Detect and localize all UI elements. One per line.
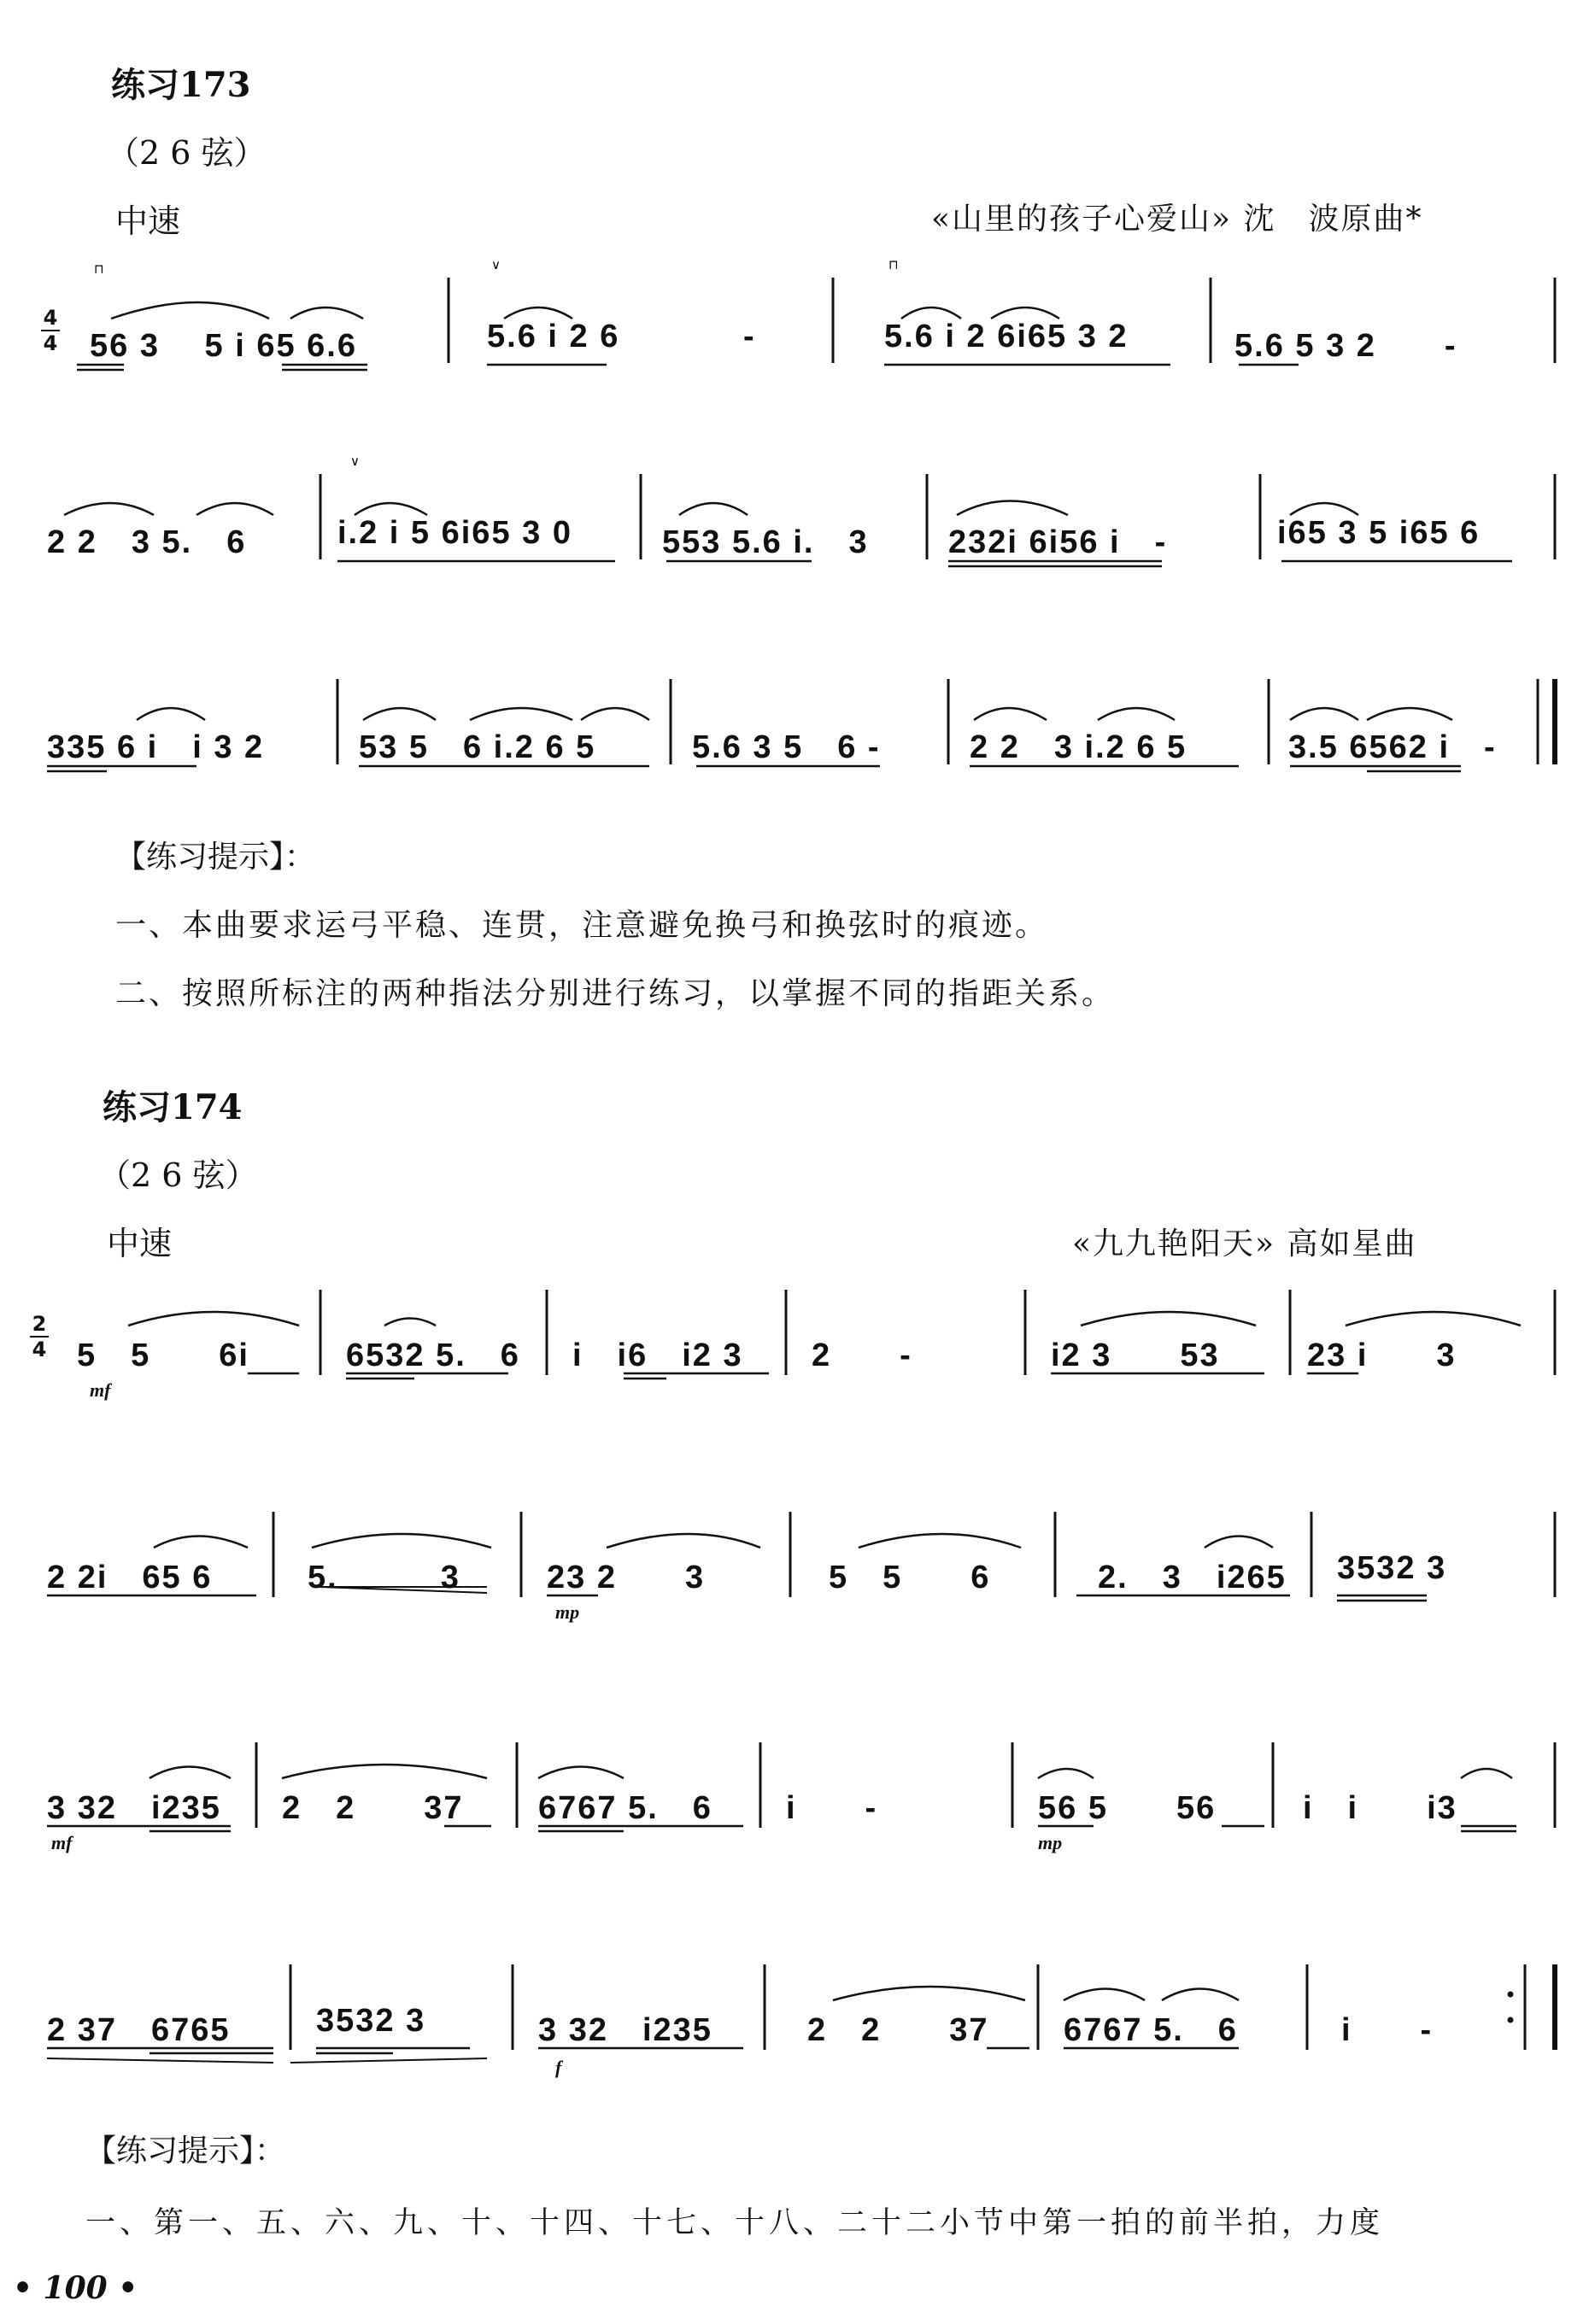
measure: 2 2i 65 6 [47, 1560, 213, 1595]
ex174-line4-marks [26, 1939, 1572, 2075]
ex173-hint-1: 一、本曲要求运弓平稳、连贯，注意避免换弓和换弦时的痕迹。 [115, 908, 1049, 943]
measure: 2 37 6765 [47, 2012, 231, 2048]
measure: i - [786, 1790, 878, 1826]
measure: - [743, 319, 756, 354]
dynamic-mark: mf [90, 1379, 111, 1401]
measure: 2 2 37 [807, 2012, 989, 2048]
ex173-hint-2: 二、按照所标注的两种指法分别进行练习，以掌握不同的指距关系。 [115, 976, 1116, 1011]
measure: i i i3 [1303, 1790, 1457, 1826]
measure: 5.6 i 2 6 [487, 319, 620, 354]
measure: 232i 6i56 i - [948, 524, 1168, 560]
measure: 5 5 6 [829, 1560, 991, 1595]
dynamic-mark: f [555, 2057, 562, 2078]
dynamic-mark: mf [51, 1832, 73, 1853]
measure: 2 2 3 i.2 6 5 [970, 729, 1187, 765]
exercise-174-source: «九九艳阳天» 高如星曲 [1072, 1226, 1417, 1262]
measure: 23 i 3 [1307, 1338, 1457, 1373]
measure: 53 5 6 i.2 6 5 [359, 729, 596, 765]
measure: 5. 3 [308, 1560, 460, 1595]
exercise-173-strings: （2 6 弦） [107, 134, 267, 172]
measure: 3.5 6562 i - [1288, 729, 1497, 765]
measure: i - [1341, 2012, 1434, 2048]
exercise-174-tempo: 中速 [107, 1225, 173, 1262]
ex174-staff-line-2 [26, 1486, 1572, 1623]
measure: 2 - [812, 1338, 912, 1373]
measure: 3 32 i235 [47, 1790, 221, 1826]
measure: 5.6 3 5 6 - [692, 729, 881, 765]
svg-text:⊓: ⊓ [94, 261, 104, 277]
measure: 2 2 37 [282, 1790, 464, 1826]
measure: i65 3 5 i65 6 [1277, 515, 1481, 551]
measure: 553 5.6 i. 3 [662, 524, 869, 560]
measure: i.2 i 5 6i65 3 0 [337, 515, 572, 551]
exercise-173-tempo: 中速 [115, 202, 181, 240]
exercise-173-title: 练习173 [111, 65, 251, 105]
measure: 5.6 i 2 6i65 3 2 [884, 319, 1129, 354]
time-signature: 2 4 [30, 1314, 49, 1360]
ex174-hint-heading: 【练习提示】： [85, 2134, 286, 2169]
dynamic-mark: mp [1038, 1832, 1063, 1853]
measure: 6767 5. 6 [1064, 2012, 1238, 2048]
ex174-staff-line-3 [26, 1717, 1572, 1853]
measure: 3 32 i235 [538, 2012, 712, 2048]
svg-text:⊓: ⊓ [888, 257, 899, 272]
ex174-staff-line-1 [26, 1264, 1572, 1401]
measure: 23 2 3 [547, 1560, 706, 1595]
measure: 2 2 3 5. 6 [47, 524, 247, 560]
measure: 56 5 56 [1038, 1790, 1217, 1826]
ex174-staff-line-4 [26, 1939, 1572, 2078]
ex173-hint-heading: 【练习提示】： [115, 840, 316, 875]
measure: 6767 5. 6 [538, 1790, 712, 1826]
measure: 3532 3 [1337, 1550, 1447, 1586]
ex173-staff-line-3 [26, 645, 1572, 781]
page-number: • 100 • [13, 2270, 138, 2306]
measure: 6532 5. 6 [346, 1338, 520, 1373]
measure: i i6 i2 3 [572, 1338, 743, 1373]
exercise-174-strings: （2 6 弦） [98, 1156, 258, 1194]
ex173-staff-line-2 [26, 440, 1572, 577]
measure: 56 3 5 i 65 6.6 [90, 328, 357, 364]
measure: 335 6 i i 3 2 [47, 729, 265, 765]
dynamic-mark: mp [555, 1601, 580, 1623]
ex173-staff-line-1 [26, 243, 1572, 380]
ex174-hint-1: 一、第一、五、六、九、十、十四、十七、十八、二十二小节中第一拍的前半拍，力度 [85, 2206, 1385, 2240]
measure: i2 3 53 [1051, 1338, 1220, 1373]
measure: 5 5 6i [77, 1338, 249, 1373]
measure: 5.6 5 3 2 - [1234, 328, 1457, 364]
exercise-174-title: 练习174 [103, 1087, 243, 1127]
time-signature: 4 4 [41, 307, 60, 354]
measure: 2. 3 i265 [1098, 1560, 1287, 1595]
svg-text:∨: ∨ [350, 454, 360, 469]
svg-text:∨: ∨ [491, 257, 501, 272]
measure: 3532 3 [316, 2003, 426, 2039]
exercise-173-source: «山里的孩子心爱山» 沈 波原曲* [931, 202, 1423, 237]
